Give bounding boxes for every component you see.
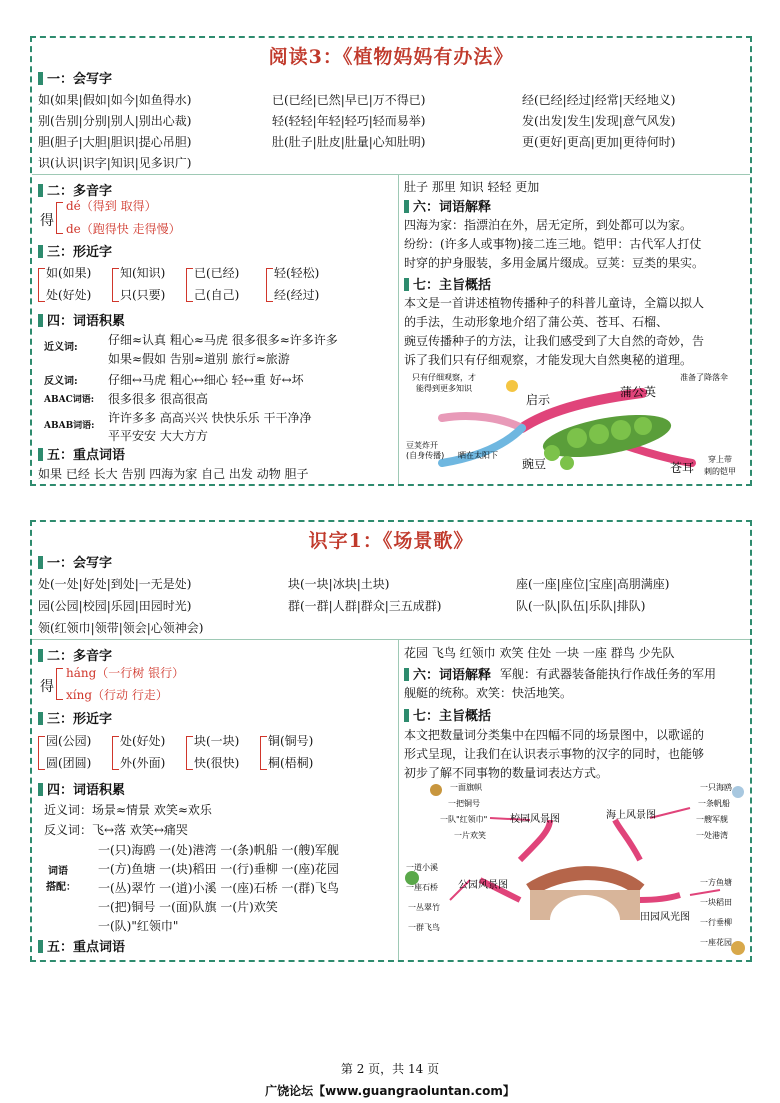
section-marker-icon <box>38 448 43 461</box>
section-write: 一：会写字 <box>38 552 112 571</box>
acc-label: 搭配： <box>46 882 76 893</box>
shape-char: 铜(铜号) <box>268 734 314 748</box>
match-row: 一(只)海鸥 一(处)港湾 一(条)帆船 一(艘)军舰 <box>98 843 339 857</box>
map-node: 海上风景图 <box>606 810 656 821</box>
section-marker-icon <box>38 72 43 85</box>
map-node: 能得到更多知识 <box>416 384 472 393</box>
acc-words: 很多很多 很高很高 <box>108 392 208 406</box>
map-node: 只有仔细观察，才 <box>412 373 476 382</box>
bracket <box>260 736 267 770</box>
polyphone-reading: dé（得到 取得） <box>66 199 157 213</box>
map-node: (自身传播) <box>406 451 445 460</box>
map-node: 晒在太阳下 <box>458 451 498 460</box>
bracket <box>112 736 119 770</box>
acc-words: 近义词：场景≈情景 欢笑≈欢乐 <box>44 803 212 817</box>
shape-char: 外(外面) <box>120 756 166 770</box>
shape-char: 轻(轻松) <box>274 266 320 280</box>
write-row: 块(一块|冰块|土块) <box>288 577 390 591</box>
summary-line: 本文是一首讲述植物传播种子的科普儿童诗，全篇以拟人 <box>404 296 705 310</box>
acc-words: 反义词：飞↔落 欢笑↔痛哭 <box>44 823 188 837</box>
section-marker-icon <box>38 314 43 327</box>
polyphone-reading: de（跑得快 走得慢） <box>66 222 181 236</box>
acc-words: 平平安安 大大方方 <box>108 429 208 443</box>
divider <box>32 639 750 640</box>
shape-char: 处(好处) <box>46 288 92 302</box>
map-node: 一块稻田 <box>700 898 732 907</box>
mind-map-peas <box>402 368 748 482</box>
section-summary: 七：主旨概括 <box>404 705 491 724</box>
bracket <box>266 268 273 302</box>
map-node: 一面旗帜 <box>450 783 482 792</box>
write-row: 更(更好|更高|更加|更待何时) <box>522 135 676 149</box>
write-row: 识(认识|识字|知识|见多识广) <box>38 156 192 170</box>
section-accumulate: 四：词语积累 <box>38 310 125 329</box>
map-node: 一条帆船 <box>698 799 730 808</box>
site-footer: 广饶论坛【www.guangraoluntan.com】 <box>265 1084 515 1098</box>
map-node: 一座花园 <box>700 938 732 947</box>
map-node: 一行垂柳 <box>700 918 732 927</box>
summary-line: 的手法，生动形象地介绍了蒲公英、苍耳、石榴、 <box>404 315 669 329</box>
write-row: 处(一处|好处|到处|一无是处) <box>38 577 192 591</box>
map-node: 一群飞鸟 <box>408 923 440 932</box>
key-words: 如果 已经 长大 告别 四海为家 自己 出发 动物 胆子 <box>38 467 309 481</box>
section-marker-icon <box>404 668 409 681</box>
section-marker-icon <box>404 278 409 291</box>
section-marker-icon <box>38 556 43 569</box>
shape-char: 处(好处) <box>120 734 166 748</box>
lesson-card-literacy1 <box>30 520 752 962</box>
lesson-card-reading3 <box>30 36 752 486</box>
bracket <box>112 268 119 302</box>
map-node: 一把铜号 <box>448 799 480 808</box>
bracket <box>38 268 45 302</box>
write-row: 座(一座|座位|宝座|高朋满座) <box>516 577 670 591</box>
divider <box>32 174 750 175</box>
section-explain: 六：词语解释 <box>404 196 491 215</box>
summary-line: 初步了解不同事物的数量词表达方式。 <box>404 766 609 780</box>
bracket <box>56 668 63 700</box>
map-node: 准备了降落伞 <box>680 373 728 382</box>
section-shape: 三：形近字 <box>38 241 112 260</box>
bulb-icon <box>506 380 518 392</box>
summary-line: 形式呈现，让我们在认识表示事物的汉字的同时，也能够 <box>404 747 705 761</box>
map-node: 豆荚炸开 <box>406 441 438 450</box>
shape-char: 圆(团圆) <box>46 756 92 770</box>
acc-label: 反义词: <box>44 376 78 387</box>
acc-words: 许许多多 高高兴兴 快快乐乐 干干净净 <box>108 411 312 425</box>
section-marker-icon <box>404 200 409 213</box>
shape-char: 快(很快) <box>194 756 240 770</box>
acc-label: ABAC词语: <box>44 395 95 405</box>
section-marker-icon <box>38 649 43 662</box>
shape-char: 块(一块) <box>194 734 240 748</box>
page-number: 第 2 页，共 14 页 <box>340 1062 440 1076</box>
polyphone-char: 得 <box>40 679 54 695</box>
map-node: 一方鱼塘 <box>700 878 732 887</box>
trumpet-icon <box>430 784 442 796</box>
explain-line: 四海为家：指漂泊在外，居无定所，到处都可以为家。 <box>404 218 693 232</box>
map-node: 公园风景图 <box>458 880 508 891</box>
match-row: 一(丛)翠竹 一(道)小溪 一(座)石桥 一(群)飞鸟 <box>98 881 339 895</box>
acc-label: 近义词: <box>44 342 78 353</box>
farm-icon <box>731 941 745 955</box>
write-row: 轻(轻轻|年轻|轻巧|轻而易举) <box>272 114 426 128</box>
write-row: 肚(肚子|肚皮|肚量|心知肚明) <box>272 135 426 149</box>
shape-char: 己(自己) <box>194 288 240 302</box>
section-marker-icon <box>404 709 409 722</box>
explain-line: 军舰：有武器装备能执行作战任务的军用 <box>500 667 717 681</box>
lesson-title: 识字1：《场景歌》 <box>308 530 474 552</box>
section-write: 一：会写字 <box>38 68 112 87</box>
write-row: 胆(胆子|大胆|胆识|提心吊胆) <box>38 135 192 149</box>
bracket <box>186 736 193 770</box>
section-marker-icon <box>38 940 43 953</box>
map-node: 穿上带 <box>708 455 732 464</box>
section-keywords: 五：重点词语 <box>38 936 125 955</box>
bridge-icon <box>530 873 640 890</box>
map-node: 刺的铠甲 <box>704 467 736 476</box>
acc-words: 仔细≈认真 粗心≈马虎 很多很多≈许多许多 <box>108 333 338 347</box>
divider <box>398 174 399 484</box>
section-keywords: 五：重点词语 <box>38 444 125 463</box>
section-summary: 七：主旨概括 <box>404 274 491 293</box>
write-row: 别(告别|分别|别人|别出心裁) <box>38 114 192 128</box>
shape-char: 只(只要) <box>120 288 166 302</box>
summary-line: 本文把数量词分类集中在四幅不同的场景图中，以歌谣的 <box>404 728 705 742</box>
acc-words: 仔细↔马虎 粗心↔细心 轻↔重 好↔坏 <box>108 373 304 387</box>
section-accumulate: 四：词语积累 <box>38 779 125 798</box>
section-marker-icon <box>38 184 43 197</box>
divider <box>398 639 399 960</box>
shape-char: 如(如果) <box>46 266 92 280</box>
map-node: 一丛翠竹 <box>408 903 440 912</box>
polyphone-reading: háng（一行树 银行） <box>66 666 185 680</box>
summary-line: 豌豆传播种子的方法，让我们感受到了大自然的奇妙，告 <box>404 334 705 348</box>
acc-label: ABAB词语: <box>44 421 95 431</box>
polyphone-char: 得 <box>40 213 54 229</box>
match-row: 一(方)鱼塘 一(块)稻田 一(行)垂柳 一(座)花园 <box>98 862 339 876</box>
polyphone-reading: xíng（行动 行走） <box>66 688 168 702</box>
section-marker-icon <box>38 783 43 796</box>
bracket <box>38 736 45 770</box>
shape-char: 园(公园) <box>46 734 92 748</box>
map-node: 校园风景图 <box>510 814 560 825</box>
write-row: 经(已经|经过|经常|天经地义) <box>522 93 676 107</box>
section-polyphone: 二：多音字 <box>38 180 112 199</box>
map-node: 一片欢笑 <box>454 831 486 840</box>
section-marker-icon <box>38 245 43 258</box>
shape-char: 知(知识) <box>120 266 166 280</box>
key-words-cont: 肚子 那里 知识 轻轻 更加 <box>404 180 540 194</box>
map-node: 一只海鸥 <box>700 783 732 792</box>
explain-line: 时穿的护身服装，多用金属片缀成。豆荚：豆类的果实。 <box>404 256 705 270</box>
write-row: 领(红领巾|领带|领会|心领神会) <box>38 621 204 635</box>
bracket <box>186 268 193 302</box>
map-node: 豌豆 <box>522 457 547 471</box>
map-node: 一队"红领巾" <box>440 815 488 824</box>
write-row: 队(一队|队伍|乐队|排队) <box>516 599 646 613</box>
seagull-icon <box>732 786 744 798</box>
explain-line: 纷纷：(许多人或事物)接二连三地。铠甲：古代军人打仗 <box>404 237 702 251</box>
lesson-title: 阅读3：《植物妈妈有办法》 <box>268 46 514 68</box>
summary-line: 诉了我们只有仔细观察，才能发现大自然奥秘的道理。 <box>404 353 693 367</box>
match-row: 一(把)铜号 一(面)队旗 一(片)欢笑 <box>98 900 278 914</box>
write-row: 园(公园|校园|乐园|田园时光) <box>38 599 192 613</box>
map-node: 一处港湾 <box>696 831 728 840</box>
map-node: 田园风光图 <box>640 912 690 923</box>
section-explain: 六：词语解释 <box>404 664 491 683</box>
mind-map-scenes <box>400 780 748 960</box>
map-node: 蒲公英 <box>620 385 657 399</box>
section-marker-icon <box>38 712 43 725</box>
key-words-cont: 花园 飞鸟 红领巾 欢笑 住处 一块 一座 群鸟 少先队 <box>404 646 675 660</box>
acc-words: 如果≈假如 告别≈道别 旅行≈旅游 <box>108 352 290 366</box>
map-node: 启示 <box>526 393 551 407</box>
acc-label: 词语 <box>48 866 68 877</box>
map-node: 一道小溪 <box>406 863 438 872</box>
write-row: 发(出发|发生|发现|意气风发) <box>522 114 676 128</box>
map-node: 一艘军舰 <box>696 815 728 824</box>
section-polyphone: 二：多音字 <box>38 645 112 664</box>
match-row: 一(队)"红领巾" <box>98 919 179 933</box>
write-row: 如(如果|假如|如今|如鱼得水) <box>38 93 192 107</box>
bracket <box>56 202 63 234</box>
map-node: 苍耳 <box>670 461 695 475</box>
shape-char: 桐(梧桐) <box>268 756 314 770</box>
shape-char: 已(已经) <box>194 266 240 280</box>
section-shape: 三：形近字 <box>38 708 112 727</box>
write-row: 群(一群|人群|群众|三五成群) <box>288 599 442 613</box>
shape-char: 经(经过) <box>274 288 320 302</box>
explain-line: 舰艇的统称。欢笑：快活地笑。 <box>404 686 573 700</box>
write-row: 已(已经|已然|早已|万不得已) <box>272 93 426 107</box>
map-node: 一座石桥 <box>406 883 438 892</box>
